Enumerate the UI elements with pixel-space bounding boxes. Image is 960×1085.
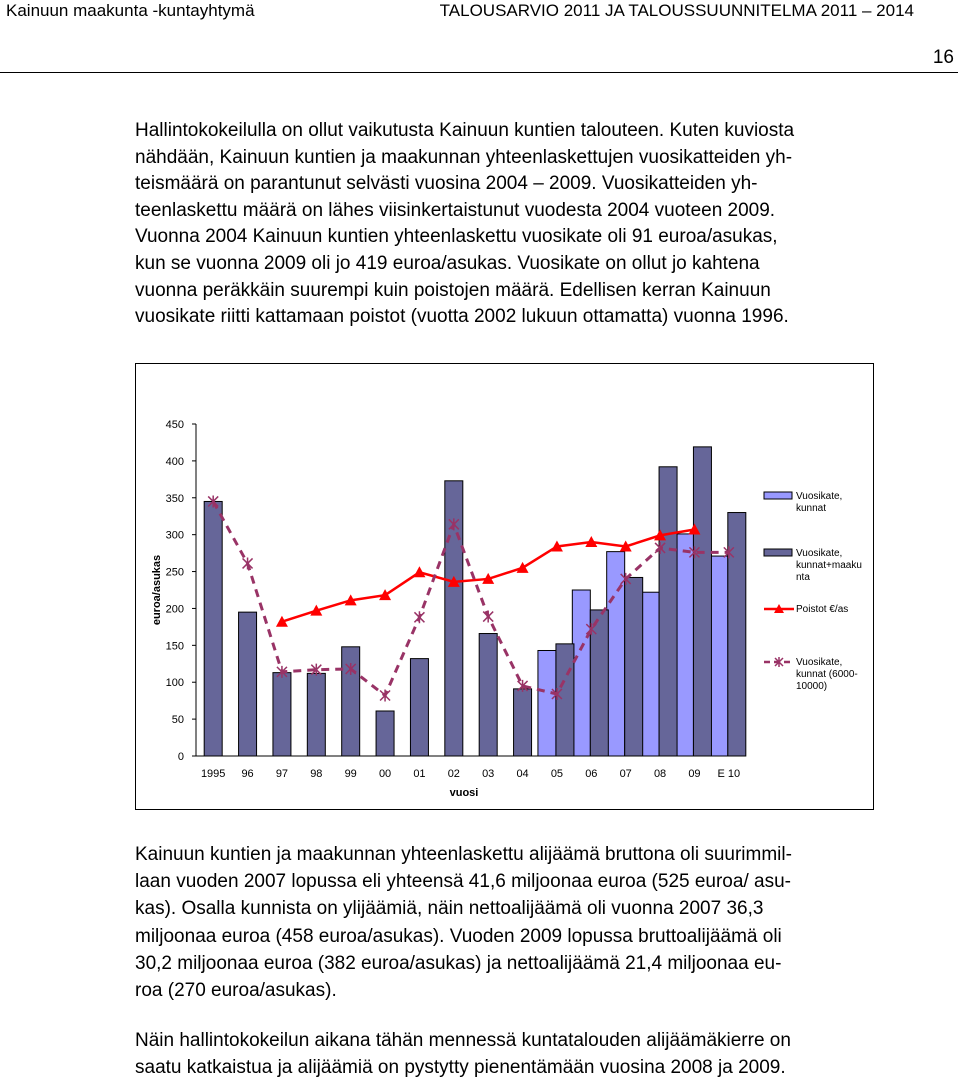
data-point <box>380 690 390 702</box>
bar <box>514 689 532 756</box>
x-tick-label: 09 <box>688 768 701 780</box>
data-point <box>483 611 493 623</box>
text-line: nähdään, Kainuun kuntien ja maakunnan yhteenlaskettujen vuosikatteiden yh- <box>135 146 793 168</box>
data-point <box>243 557 253 569</box>
y-axis-title: euroa/asukas <box>151 554 163 626</box>
x-tick-label: 06 <box>585 768 598 780</box>
page-number: 16 <box>932 47 954 68</box>
text-line: miljoonaa euroa (458 euroa/asukas). Vuoden 2009 lopussa bruttoalijäämä oli <box>135 925 782 947</box>
x-tick-label: 99 <box>344 768 357 780</box>
text-line: roa (270 euroa/asukas). <box>135 980 337 1002</box>
y-tick-label: 450 <box>165 419 184 431</box>
text-line: Kainuun kuntien ja maakunnan yhteenlaskettu alijäämä bruttona oli suurimmil- <box>135 844 792 865</box>
bar <box>710 556 728 756</box>
data-point <box>413 566 425 577</box>
bar <box>479 634 497 756</box>
legend-label: Vuosikate, <box>796 491 843 502</box>
paragraph-conclusion <box>135 1027 935 1081</box>
legend-label: 10000) <box>796 681 828 692</box>
data-point <box>517 562 529 573</box>
bar <box>307 673 325 756</box>
x-tick-label: 01 <box>413 768 426 780</box>
vuosikate-chart <box>135 363 874 810</box>
bar <box>273 673 291 756</box>
legend-label: kunnat <box>796 503 827 514</box>
x-tick-label: 08 <box>653 768 667 780</box>
x-tick-label: 04 <box>516 768 529 780</box>
header-organization: Kainuun maakunta -kuntayhtymä <box>6 1 255 20</box>
bar <box>556 644 574 756</box>
bar <box>204 501 222 756</box>
x-tick-label: 03 <box>482 768 495 780</box>
text-line: teismäärä on parantunut selvästi vuosina 2004 – 2009. Vuosikatteiden yh- <box>135 173 758 195</box>
paragraph-intro <box>135 118 935 331</box>
legend-swatch <box>764 492 792 499</box>
text-line: kas). Osalla kunnista on ylijäämiä, näin nettoalijäämä oli vuonna 2007 36,3 <box>135 898 764 920</box>
legend-swatch <box>764 549 792 556</box>
y-tick-label: 200 <box>165 603 184 616</box>
x-tick-label: 05 <box>550 768 564 780</box>
text-line: vuosikate riitti kattamaan poistot (vuotta 2002 lukuun ottamatta) vuonna 1996. <box>135 306 789 328</box>
legend-label: kunnat+maaku <box>796 560 862 571</box>
y-tick-label: 150 <box>165 640 184 653</box>
bar <box>675 534 693 756</box>
legend-label: Poistot €/as <box>796 604 849 615</box>
data-point <box>414 611 424 623</box>
text-line: teenlaskettu määrä on lähes viisinkertaistunut vuodesta 2004 vuoteen 2009. <box>135 199 776 221</box>
bar <box>728 513 746 756</box>
y-tick-label: 250 <box>165 566 184 579</box>
x-tick-label: 02 <box>447 768 460 780</box>
y-tick-label: 400 <box>165 455 184 468</box>
bar <box>572 590 590 756</box>
x-tick-label: E 10 <box>717 768 741 780</box>
x-tick-label: 98 <box>310 768 323 780</box>
paragraph-deficit <box>135 841 935 1004</box>
chart-svg <box>136 364 873 809</box>
x-tick-label: 07 <box>619 768 632 780</box>
x-tick-label: 00 <box>378 768 392 780</box>
bar <box>410 659 428 756</box>
text-line: Näin hallintokokeilun aikana tähän mennessä kuntatalouden alijäämäkierre on <box>135 1030 791 1051</box>
x-tick-label: 96 <box>241 768 254 780</box>
text-line: kun se vuonna 2009 oli jo 419 euroa/asukas. Vuosikate on ollut jo kahtena <box>135 252 760 274</box>
y-tick-label: 100 <box>165 677 184 690</box>
legend-label: kunnat (6000- <box>796 669 858 680</box>
text-line: vuonna peräkkäin suurempi kuin poistojen määrä. Edellisen kerran Kainuun <box>135 279 771 301</box>
text-line: saatu katkaistua ja alijäämiä on pystytty pienentämään vuosina 2008 ja 2009. <box>135 1057 786 1078</box>
text-line: 30,2 miljoonaa euroa (382 euroa/asukas) ja nettoalijäämä 21,4 miljoonaa eu- <box>135 952 782 974</box>
header-document-title: TALOUSARVIO 2011 JA TALOUSSUUNNITELMA 2011 – 2014 <box>439 1 914 20</box>
text-line: laan vuoden 2007 lopussa eli yhteensä 41,6 miljoonaa euroa (525 euroa/ asu- <box>135 871 791 893</box>
page-header <box>0 0 960 24</box>
bar <box>376 711 394 756</box>
legend-label: Vuosikate, <box>796 657 843 668</box>
bar <box>239 612 257 756</box>
y-tick-label: 0 <box>177 751 184 763</box>
bar <box>625 577 643 756</box>
legend-label: nta <box>796 572 810 583</box>
y-tick-label: 50 <box>171 714 184 727</box>
bar <box>659 467 677 756</box>
bar <box>693 447 711 756</box>
x-tick-label: 1995 <box>200 768 226 780</box>
x-tick-label: 97 <box>275 768 289 780</box>
y-tick-label: 300 <box>165 529 184 542</box>
legend-label: Vuosikate, <box>796 548 843 559</box>
text-line: Hallintokokeilulla on ollut vaikutusta Kainuun kuntien talouteen. Kuten kuviosta <box>135 120 795 141</box>
text-line: Vuonna 2004 Kainuun kuntien yhteenlaskettu vuosikate oli 91 euroa/asukas, <box>135 226 778 248</box>
header-divider <box>0 72 958 73</box>
x-axis-title: vuosi <box>449 787 479 799</box>
y-tick-label: 350 <box>165 492 184 505</box>
bar <box>641 592 659 756</box>
bar <box>538 650 556 756</box>
